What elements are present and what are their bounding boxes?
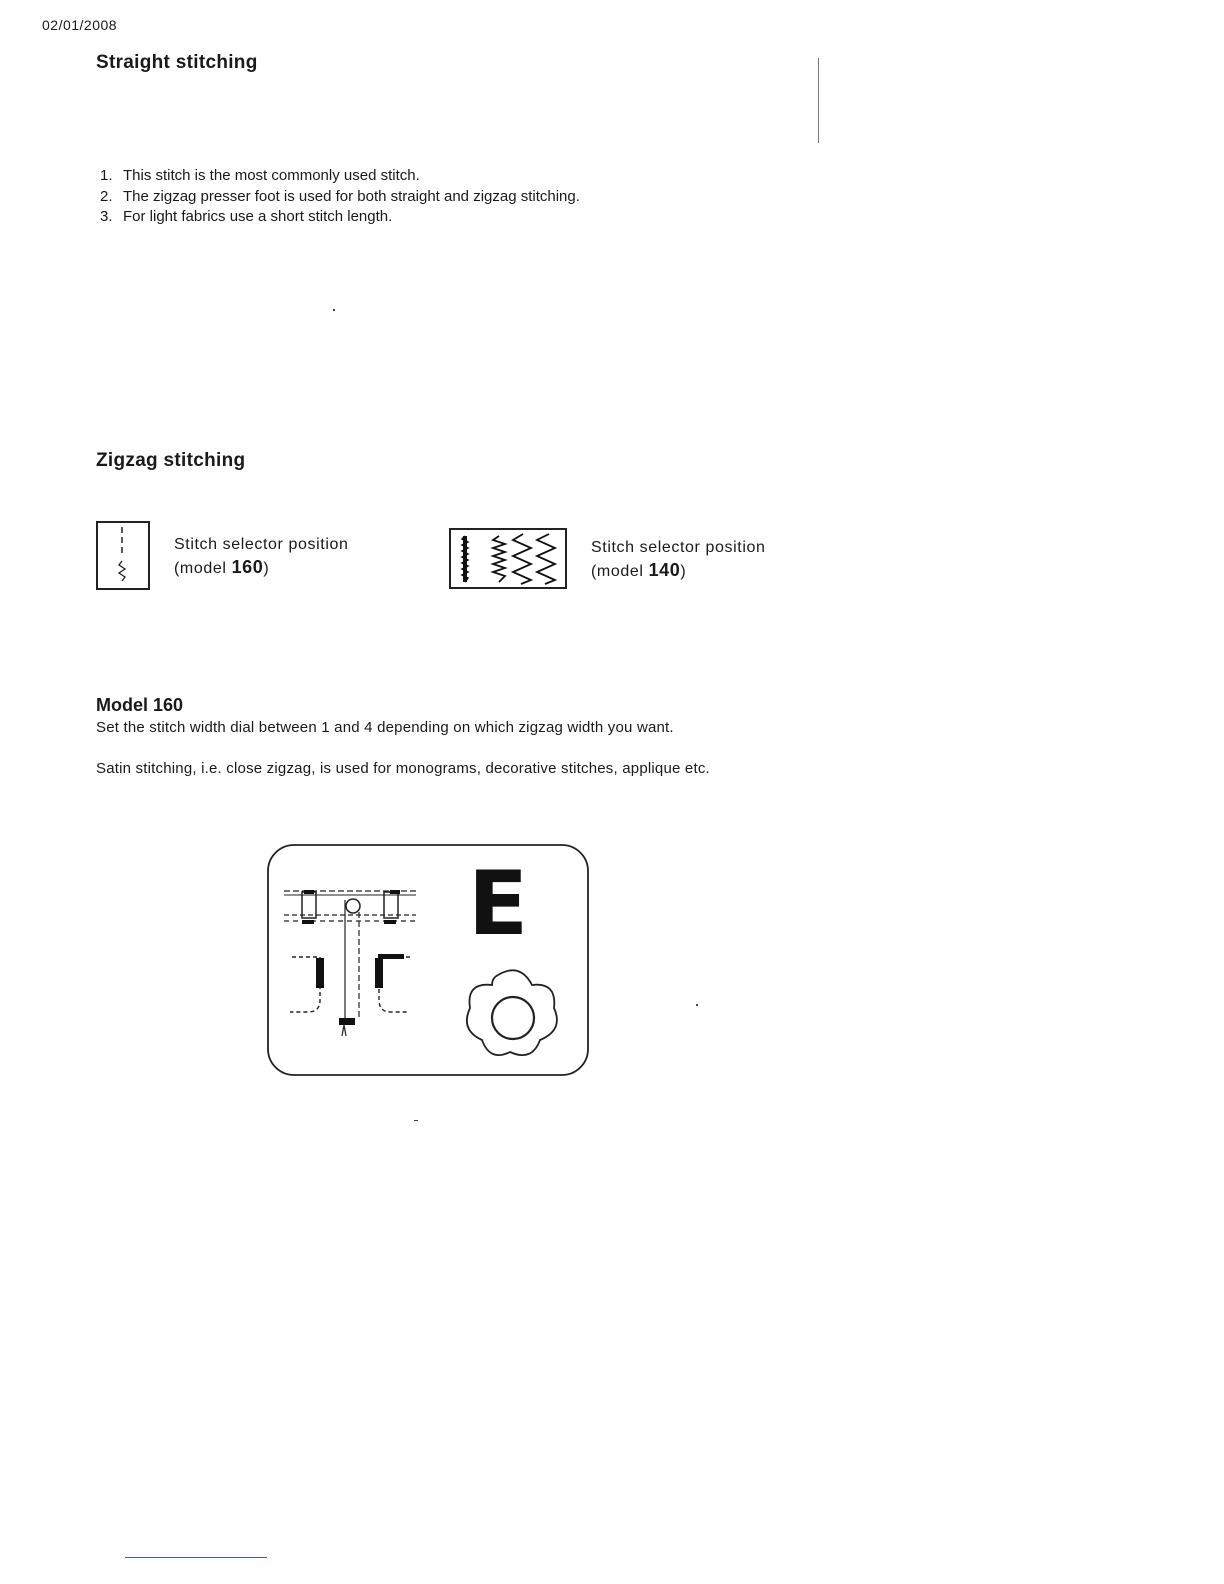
footer-rule: [125, 1557, 267, 1558]
selector-160-icon: [96, 521, 150, 590]
straight-stitching-list: [100, 166, 580, 228]
model-number: 160: [231, 557, 264, 577]
scan-speck: [414, 1120, 418, 1121]
list-item: 2. The zigzag presser foot is used for both straight and zigzag stitching.: [100, 187, 580, 205]
page-date: 02/01/2008: [42, 17, 118, 33]
satin-letter: E: [468, 852, 529, 955]
zigzag-stitching-heading: Zigzag stitching: [96, 450, 246, 471]
satin-stitching-note: Satin stitching, i.e. close zigzag, is used for monograms, decorative stitches, applique etc.: [96, 760, 710, 777]
scan-speck: [333, 309, 335, 311]
model-160-heading: Model 160: [96, 695, 184, 715]
straight-stitching-heading: Straight stitching: [96, 52, 258, 73]
margin-rule: [818, 58, 819, 143]
selector-160-caption: Stitch selector position (model 160): [174, 536, 349, 577]
selector-140-caption: Stitch selector position (model 140): [591, 539, 766, 580]
stitch-width-instruction: Set the stitch width dial between 1 and 4 depending on which zigzag width you want.: [96, 719, 674, 736]
scan-speck: [696, 1004, 698, 1006]
satin-stitch-illustration: [262, 840, 594, 1080]
model-number: 140: [648, 560, 681, 580]
straight-zigzag-icon: [98, 523, 148, 588]
selector-140-icon: [449, 528, 567, 589]
list-item: 1. This stitch is the most commonly used stitch.: [100, 167, 420, 184]
list-item: 3. For light fabrics use a short stitch length.: [100, 208, 393, 225]
zigzag-widths-icon: [451, 530, 565, 587]
